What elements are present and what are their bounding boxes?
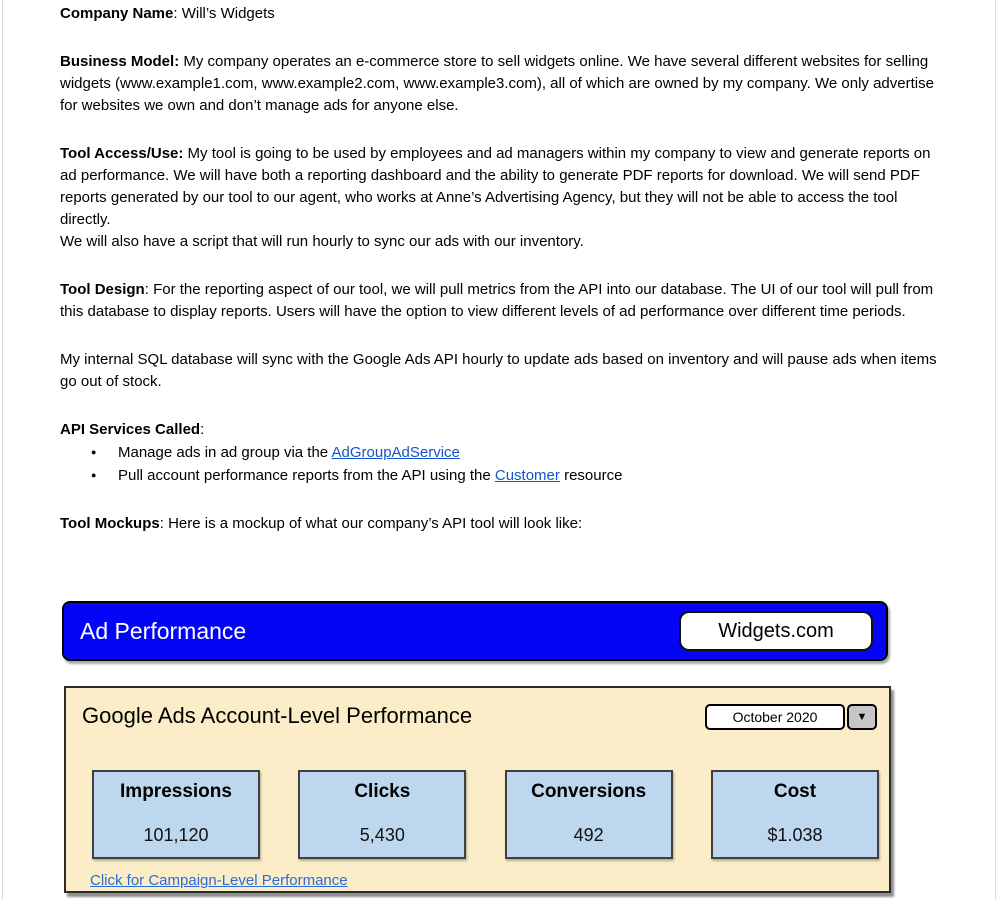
bullet2-suffix: resource — [559, 467, 623, 484]
metric-label: Cost — [773, 781, 817, 802]
business-model-label: Business Model: — [60, 53, 180, 70]
document-body — [60, 3, 944, 535]
metric-cards-row — [92, 770, 879, 859]
chevron-down-icon: ▼ — [856, 710, 868, 723]
company-name-label: Company Name — [60, 5, 174, 22]
metric-card-clicks — [298, 770, 466, 859]
mockup-header-bar — [62, 601, 888, 661]
account-performance-panel — [64, 686, 891, 893]
api-services-list — [60, 441, 944, 487]
campaign-level-link[interactable]: Click for Campaign-Level Performance — [90, 872, 348, 889]
metric-value: 492 — [573, 825, 604, 845]
panel-header-row — [66, 688, 889, 730]
tool-mockups-paragraph — [60, 513, 944, 535]
month-selector[interactable] — [705, 704, 877, 730]
tool-design-text: : For the reporting aspect of our tool, we will pull metrics from the API into our database. The UI of our tool will pull from this database to display reports. Users will have the option to view different levels of ad performance over different time periods. — [60, 281, 934, 320]
bullet1-prefix: Manage ads in ad group via the — [118, 444, 332, 461]
tool-design-paragraph — [60, 279, 944, 323]
metric-value: 5,430 — [359, 825, 405, 845]
metric-value: $1.038 — [767, 825, 823, 845]
tool-access-text: My tool is going to be used by employees and ad managers within my company to view and generate reports on ad performance. We will have both a reporting dashboard and the ability to generate PDF reports for download. We will send PDF reports generated by our tool to our agent, who works at Anne’s Advertising Agency, but they will not be able to access the tool directly. — [60, 145, 931, 228]
sql-sync-text: My internal SQL database will sync with the Google Ads API hourly to update ads based on inventory and will pause ads when items go out of stock. — [60, 351, 937, 390]
sql-sync-paragraph — [60, 349, 944, 393]
business-model-text: My company operates an e-commerce store to sell widgets online. We have several different websites for selling widgets (www.example1.com, www.example2.com, www.example3.com), all of which are owned by my company. We only advertise for websites we own and don’t manage ads for anyone else. — [60, 53, 934, 114]
metric-card-impressions — [92, 770, 260, 859]
business-model-paragraph — [60, 51, 944, 117]
api-services-heading — [60, 419, 944, 441]
month-selector-value[interactable]: October 2020 — [705, 704, 845, 730]
adgroupadservice-link[interactable]: AdGroupAdService — [331, 444, 460, 461]
company-name-value: : Will’s Widgets — [173, 5, 275, 22]
page-right-edge — [995, 0, 996, 900]
tool-access-paragraph — [60, 143, 944, 253]
company-name-line — [60, 3, 944, 25]
bullet2-prefix: Pull account performance reports from the API using the — [118, 467, 495, 484]
metric-value: 101,120 — [143, 825, 209, 845]
metric-label: Impressions — [120, 781, 232, 802]
list-item-adgroupadservice — [60, 441, 944, 464]
metric-label: Conversions — [531, 781, 647, 802]
tool-access-label: Tool Access/Use: — [60, 145, 184, 162]
mockup-header-title: Ad Performance — [80, 617, 247, 644]
tool-access-line2: We will also have a script that will run hourly to sync our ads with our inventory. — [60, 233, 584, 250]
tool-mockups-text: : Here is a mockup of what our company’s API tool will look like: — [159, 515, 583, 532]
api-services-colon: : — [200, 421, 205, 438]
metric-card-cost — [711, 770, 879, 859]
page-left-edge — [2, 0, 3, 900]
metric-card-conversions — [505, 770, 673, 859]
list-item-customer — [60, 464, 944, 487]
api-services-label: API Services Called — [60, 421, 201, 438]
customer-link[interactable]: Customer — [494, 467, 560, 484]
panel-title: Google Ads Account-Level Performance — [82, 703, 473, 728]
metric-label: Clicks — [354, 781, 411, 802]
tool-design-label: Tool Design — [60, 281, 145, 298]
month-selector-button[interactable] — [847, 704, 877, 730]
tool-mockups-label: Tool Mockups — [60, 515, 160, 532]
widgets-site-button[interactable]: Widgets.com — [679, 611, 873, 651]
